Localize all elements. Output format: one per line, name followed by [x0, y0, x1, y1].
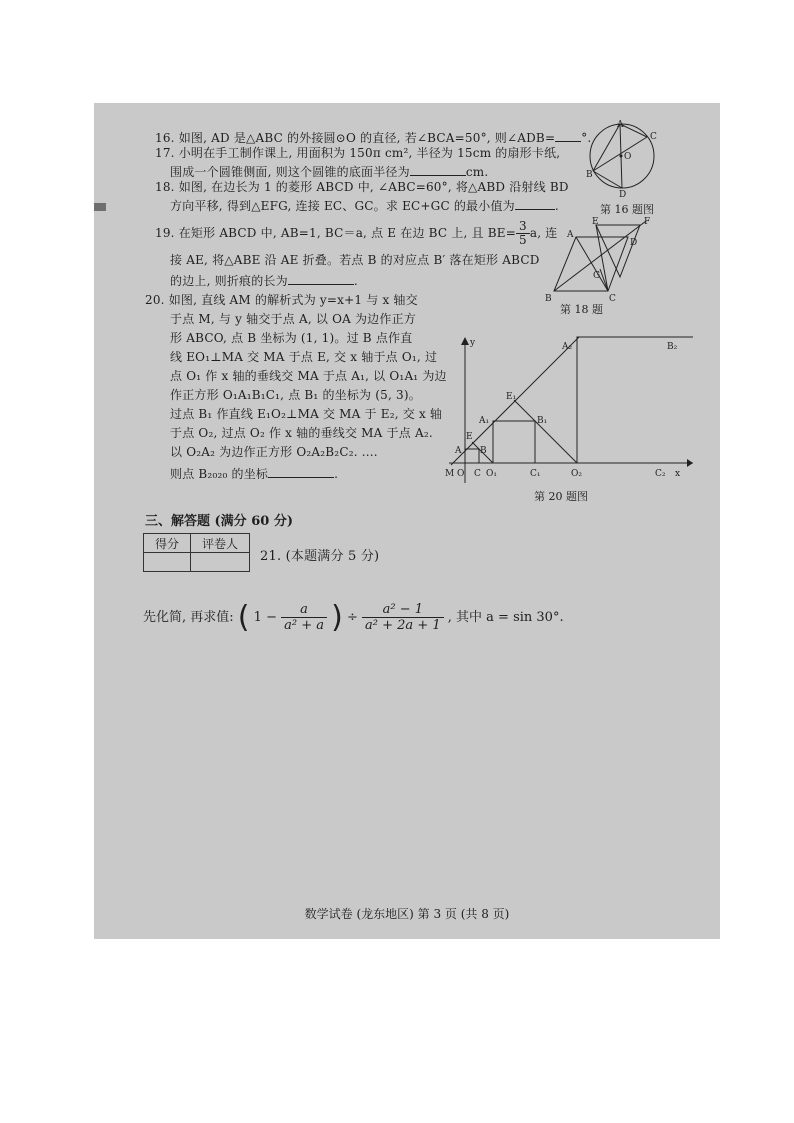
- q19-line1: [155, 220, 557, 247]
- fig20-square-o1a1b1c1: [493, 421, 535, 463]
- q19-frac-num: 3: [516, 220, 530, 234]
- score-table: [143, 533, 250, 572]
- q18-line2-text: 方向平移, 得到△EFG, 连接 EC、GC。求 EC+GC 的最小值为: [170, 199, 515, 213]
- score-cell-defen[interactable]: [144, 553, 191, 572]
- q19-line1-tail: a, 连: [529, 226, 558, 240]
- score-col-grader: 评卷人: [191, 534, 250, 553]
- q20-line-10: [170, 465, 338, 482]
- fig20-square-abco: [465, 449, 479, 463]
- fig20-caption: 第 20 题图: [534, 490, 588, 503]
- q20-suffix: .: [334, 467, 339, 481]
- figure-20: [439, 335, 693, 485]
- q20-line10-text: 则点 B₂₀₂₀ 的坐标: [170, 467, 269, 481]
- fig20-label-o: O: [457, 469, 465, 479]
- exam-page: [94, 103, 720, 939]
- fig20-label-y: y: [470, 338, 476, 348]
- scan-mark: [94, 203, 106, 211]
- q17-answer-blank[interactable]: [410, 163, 466, 176]
- fig20-label-o2: O₂: [571, 469, 582, 479]
- fig20-y-arrow: [461, 337, 469, 345]
- fig20-label-c1: C₁: [530, 469, 541, 479]
- fig20-label-b1: B₁: [537, 416, 548, 426]
- q21-prompt: 先化简, 再求值:: [143, 610, 234, 625]
- q19-line2: 接 AE, 将△ABE 沿 AE 折叠。若点 B 的对应点 B′ 落在矩形 ABCD: [170, 253, 540, 267]
- score-cell-grader[interactable]: [191, 553, 250, 572]
- page-footer: 数学试卷 (龙东地区) 第 3 页 (共 8 页): [304, 907, 510, 921]
- fig18-label-e: E: [592, 217, 599, 227]
- q21-frac2-den: a² + 2a + 1: [365, 618, 441, 633]
- fig20-label-e: E: [466, 432, 473, 442]
- q21-div: ÷: [347, 610, 358, 625]
- fig18-label-d: D: [630, 238, 638, 248]
- fig16-segment-ab: [593, 124, 620, 171]
- figure-18: [540, 215, 656, 303]
- q20-line-2: 于点 M, 与 y 轴交于点 A, 以 OA 为边作正方: [170, 312, 416, 326]
- fig20-label-c2: C₂: [655, 469, 666, 479]
- q20-line-6: 作正方形 O₁A₁B₁C₁, 点 B₁ 的坐标为 (5, 3)。: [170, 388, 421, 402]
- fig20-label-m: M: [445, 469, 455, 479]
- fig16-label-b: B: [586, 170, 593, 180]
- fig20-label-a2: A₂: [562, 342, 573, 352]
- question-16: [155, 129, 591, 146]
- fig18-label-a: A: [567, 230, 574, 240]
- fig20-label-c: C: [474, 469, 481, 479]
- q16-text: 16. 如图, AD 是△ABC 的外接圆⊙O 的直径, 若∠BCA=50°, 则∠ADB=: [155, 131, 556, 145]
- q21-left-paren: (: [237, 600, 250, 635]
- q18-line2: [170, 197, 559, 214]
- q21-formula: [143, 600, 564, 635]
- q20-line-5: 点 O₁ 作 x 轴的垂线交 MA 于点 A₁, 以 O₁A₁ 为边: [170, 369, 447, 383]
- q20-line-7: 过点 B₁ 作直线 E₁O₂⊥MA 交 MA 于 E₂, 交 x 轴: [170, 407, 443, 421]
- fig20-square-o2a2b2c2: [577, 337, 693, 463]
- fig16-label-o: O: [624, 152, 632, 162]
- fig16-label-a: A: [617, 120, 624, 130]
- q21-condition: , 其中 a = sin 30°.: [447, 610, 564, 625]
- fig18-caption: 第 18 题: [560, 303, 603, 316]
- q18-suffix: .: [554, 199, 559, 213]
- q17-line1: 17. 小明在手工制作课上, 用面积为 150π cm², 半径为 15cm 的扇形卡纸,: [155, 146, 561, 160]
- q21-fraction-2: [362, 602, 444, 633]
- q16-answer-blank[interactable]: [555, 129, 581, 142]
- q16-suffix: °.: [581, 131, 592, 145]
- q20-line-3: 形 ABCO, 点 B 坐标为 (1, 1)。过 B 点作直: [170, 331, 413, 345]
- q20-line-9: 以 O₂A₂ 为边作正方形 O₂A₂B₂C₂. ....: [170, 445, 378, 459]
- fig20-label-x: x: [675, 469, 681, 479]
- fig16-segment-bc: [593, 137, 647, 171]
- fig20-label-a1: A₁: [479, 416, 490, 426]
- q21-frac1-num: a: [281, 602, 327, 618]
- q19-fraction: [516, 220, 530, 247]
- fig16-label-d: D: [619, 190, 627, 197]
- fig20-label-e1: E₁: [506, 392, 517, 402]
- q20-line-4: 线 EO₁⊥MA 交 MA 于点 E, 交 x 轴于点 O₁, 过: [170, 350, 438, 364]
- fig16-caption: 第 16 题图: [600, 203, 654, 216]
- fig18-label-g: G: [593, 271, 601, 281]
- q21-fraction-1: [281, 602, 327, 633]
- score-col-defen: 得分: [144, 534, 191, 553]
- fig18-label-b: B: [545, 294, 552, 303]
- q21-title: 21. (本题满分 5 分): [260, 549, 380, 564]
- fig18-triangle-efg: [596, 225, 640, 277]
- q17-line2-text: 围成一个圆锥侧面, 则这个圆锥的底面半径为: [170, 165, 410, 179]
- fig18-label-f: F: [644, 217, 651, 227]
- fig16-label-c: C: [650, 132, 657, 142]
- q21-one: 1: [253, 610, 262, 625]
- q19-answer-blank[interactable]: [288, 272, 354, 285]
- figure-16: [586, 119, 666, 197]
- fig16-center-dot: [620, 155, 623, 158]
- fig20-label-o1: O₁: [486, 469, 497, 479]
- q18-answer-blank[interactable]: [515, 197, 555, 210]
- q20-answer-blank[interactable]: [268, 465, 334, 478]
- q20-line-8: 于点 O₂, 过点 O₂ 作 x 轴的垂线交 MA 于点 A₂.: [170, 426, 433, 440]
- q21-minus: −: [266, 610, 277, 625]
- q19-line1-text: 19. 在矩形 ABCD 中, AB=1, BC＝a, 点 E 在边 BC 上, 且 BE=: [155, 226, 516, 240]
- section-3-heading: 三、解答题 (满分 60 分): [145, 514, 293, 529]
- q19-line3-text: 的边上, 则折痕的长为: [170, 274, 288, 288]
- q19-frac-den: 5: [519, 233, 527, 247]
- q20-line-1: 20. 如图, 直线 AM 的解析式为 y=x+1 与 x 轴交: [145, 293, 418, 307]
- q19-line3: [170, 272, 358, 289]
- q21-frac1-den: a² + a: [284, 618, 324, 633]
- fig20-label-a: A: [455, 446, 462, 456]
- fig20-label-b2: B₂: [667, 342, 678, 352]
- q17-suffix: cm.: [465, 165, 489, 179]
- fig20-line-e1o2: [514, 400, 577, 463]
- q19-suffix: .: [353, 274, 358, 288]
- fig20-label-b: B: [480, 446, 487, 456]
- q21-frac2-num: a² − 1: [362, 602, 444, 618]
- q17-line2: [170, 163, 488, 180]
- q21-right-paren: ): [331, 600, 343, 635]
- fig16-segment-bd: [593, 171, 622, 188]
- q18-line1: 18. 如图, 在边长为 1 的菱形 ABCD 中, ∠ABC=60°, 将△ABD 沿射线 BD: [155, 180, 569, 194]
- fig18-label-c: C: [609, 294, 616, 303]
